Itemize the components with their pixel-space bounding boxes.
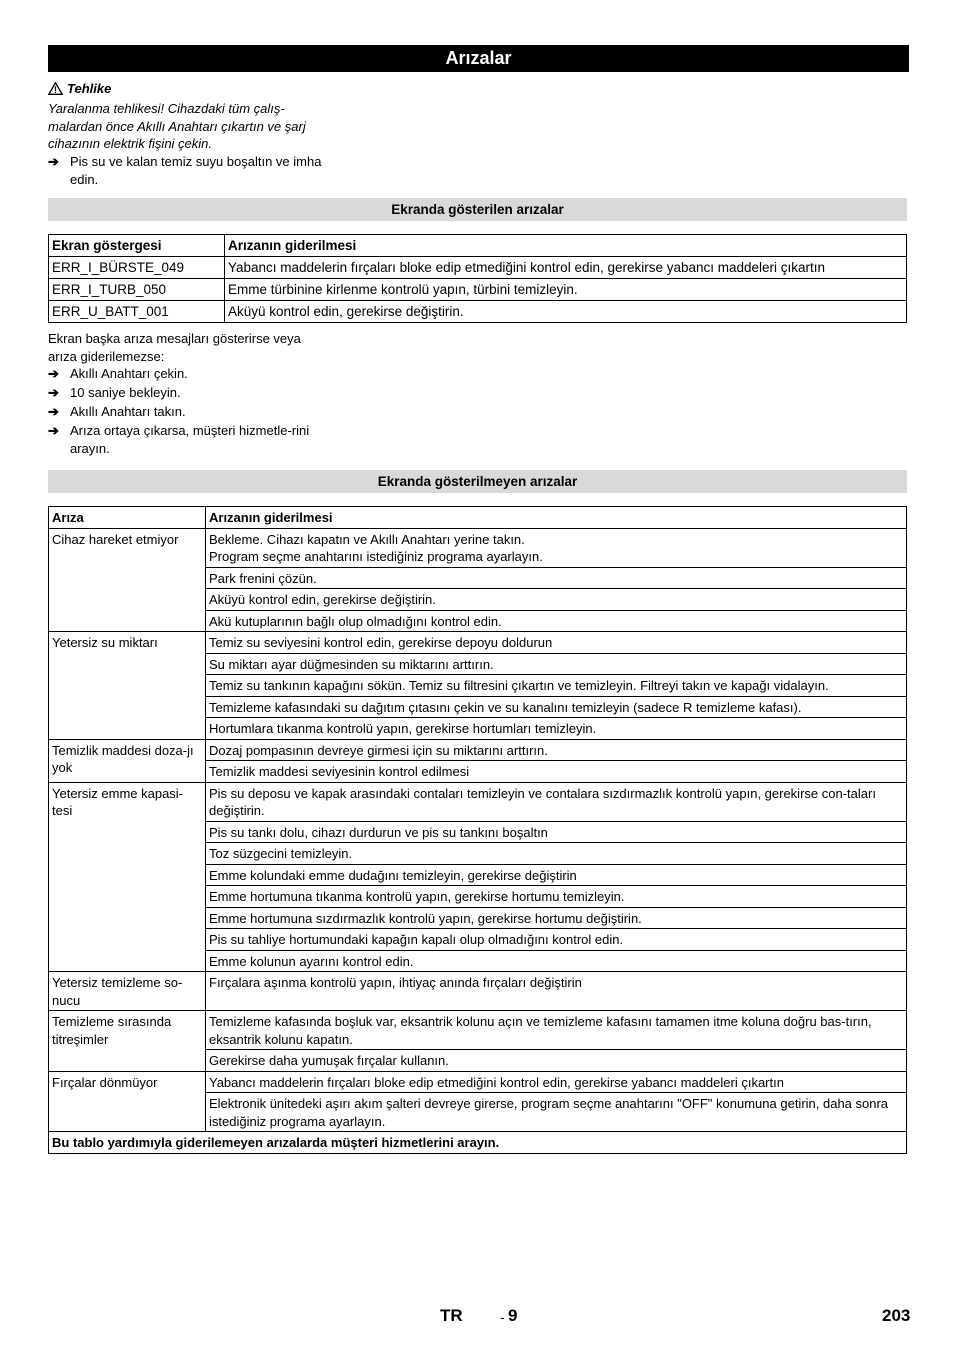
remedy-cell: Akü kutuplarının bağlı olup olmadığını kontrol edin.: [206, 610, 907, 632]
column-header: Arızanın giderilmesi: [206, 507, 907, 529]
column-header: Ekran göstergesi: [49, 235, 225, 257]
remedy-cell: Pis su deposu ve kapak arasındaki contaları temizleyin ve contalara sızdırmazlık kontrolü yapın, gerekirse con-taları değiştirin.: [206, 782, 907, 821]
footer-separator: -: [500, 1309, 505, 1325]
table-row: [49, 279, 907, 301]
section-heading-displayed-faults: Ekranda gösterilen arızalar: [48, 198, 907, 221]
remedy-cell: Aküyü kontrol edin, gerekirse değiştirin.: [206, 589, 907, 611]
remedy-cell: Temizleme kafasında boşluk var, eksantrik kolunu açın ve temizleme kafasını tamamen itme koluna doğru bas-tırın, eksantrik kolunu kapatın.: [206, 1011, 907, 1050]
remedy-cell: Emme hortumuna sızdırmazlık kontrolü yapın, gerekirse hortumu değiştirin.: [206, 907, 907, 929]
step-item: [48, 365, 333, 383]
table-footer-note: Bu tablo yardımıyla giderilemeyen arızalarda müşteri hizmetlerini arayın.: [49, 1132, 907, 1154]
remedy-cell: Temiz su seviyesini kontrol edin, gerekirse depoyu doldurun: [206, 632, 907, 654]
step-text: Arıza ortaya çıkarsa, müşteri hizmetle-rini arayın.: [70, 423, 310, 456]
page-title: Arızalar: [48, 45, 909, 72]
remedy-cell: Temizleme kafasındaki su dağıtım çıtasını çekin ve su kanalını temizleyin (sadece R temizleme kafası).: [206, 696, 907, 718]
error-code: ERR_U_BATT_001: [49, 301, 225, 323]
error-code: ERR_I_TURB_050: [49, 279, 225, 301]
footer-local-page: 9: [508, 1306, 518, 1325]
remedy-cell: Pis su tahliye hortumundaki kapağın kapalı olup olmadığını kontrol edin.: [206, 929, 907, 951]
step-text: Pis su ve kalan temiz suyu boşaltın ve imha edin.: [70, 154, 322, 187]
remedy-cell: Emme kolunun ayarını kontrol edin.: [206, 950, 907, 972]
arrow-right-icon: ➔: [48, 423, 59, 438]
table-row: [49, 528, 907, 567]
section-heading-undisplayed-faults: Ekranda gösterilmeyen arızalar: [48, 470, 907, 493]
table-row: [49, 1011, 907, 1050]
remedy-cell: Dozaj pompasının devreye girmesi için su miktarını arttırın.: [206, 739, 907, 761]
table-header-row: [49, 507, 907, 529]
fault-cell: Temizleme sırasında titreşimler: [49, 1011, 206, 1072]
remedy-cell: Temizlik maddesi seviyesinin kontrol edilmesi: [206, 761, 907, 783]
remedy-cell: Toz süzgecini temizleyin.: [206, 843, 907, 865]
remedy-cell: Gerekirse daha yumuşak fırçalar kullanın.: [206, 1050, 907, 1072]
warning-heading: [48, 80, 111, 97]
arrow-right-icon: ➔: [48, 385, 59, 400]
remedy-cell: Fırçalara aşınma kontrolü yapın, ihtiyaç anında fırçaları değiştirin: [206, 972, 907, 1011]
warning-title: Tehlike: [67, 81, 112, 96]
table-row: [49, 782, 907, 821]
remedy-cell: Su miktarı ayar düğmesinden su miktarını arttırın.: [206, 653, 907, 675]
arrow-right-icon: ➔: [48, 154, 59, 169]
fault-cell: Yetersiz emme kapasi-tesi: [49, 782, 206, 972]
error-code: ERR_I_BÜRSTE_049: [49, 257, 225, 279]
table-row: [49, 301, 907, 323]
step-text: Akıllı Anahtarı çekin.: [70, 366, 188, 381]
remedy-cell: Pis su tankı dolu, cihazı durdurun ve pis su tankını boşaltın: [206, 821, 907, 843]
table-row: [49, 972, 907, 1011]
table-header-row: [49, 235, 907, 257]
table-row: [49, 1071, 907, 1093]
fault-cell: Yetersiz su miktarı: [49, 632, 206, 740]
displayed-faults-table: [48, 234, 907, 323]
warning-triangle-icon: [48, 82, 63, 95]
arrow-right-icon: ➔: [48, 404, 59, 419]
table-row: [49, 739, 907, 761]
footer-language: TR: [440, 1306, 463, 1325]
intermediate-text: Ekran başka arıza mesajları gösterirse veya arıza giderilemezse:: [48, 331, 301, 364]
step-text: Akıllı Anahtarı takın.: [70, 404, 186, 419]
column-header: Arıza: [49, 507, 206, 529]
remedy-cell: Hortumlara tıkanma kontrolü yapın, gerekirse hortumları temizleyin.: [206, 718, 907, 740]
error-remedy: Aküyü kontrol edin, gerekirse değiştirin.: [225, 301, 907, 323]
arrow-right-icon: ➔: [48, 366, 59, 381]
step-text: 10 saniye bekleyin.: [70, 385, 181, 400]
fault-cell: Cihaz hareket etmiyor: [49, 528, 206, 632]
remedy-cell: Emme kolundaki emme dudağını temizleyin, gerekirse değiştirin: [206, 864, 907, 886]
fault-cell: Yetersiz temizleme so-nucu: [49, 972, 206, 1011]
step-item: [48, 403, 333, 421]
remedy-cell: Park frenini çözün.: [206, 567, 907, 589]
page-number: 203: [882, 1306, 911, 1325]
error-remedy: Yabancı maddelerin fırçaları bloke edip etmediğini kontrol edin, gerekirse yabancı maddeleri çıkartın: [225, 257, 907, 279]
table-row: [49, 257, 907, 279]
error-remedy: Emme türbinine kirlenme kontrolü yapın, türbini temizleyin.: [225, 279, 907, 301]
column-header: Arızanın giderilmesi: [225, 235, 907, 257]
remedy-cell: Yabancı maddelerin fırçaları bloke edip etmediğini kontrol edin, gerekirse yabancı maddeleri çıkartın: [206, 1071, 907, 1093]
remedy-cell: Temiz su tankının kapağını sökün. Temiz su filtresini çıkartın ve temizleyin. Filtreyi takın ve kapağı vidalayın.: [206, 675, 907, 697]
fault-cell: Fırçalar dönmüyor: [49, 1071, 206, 1132]
warning-text: Yaralanma tehlikesi! Cihazdaki tüm çalış-malardan önce Akıllı Anahtarı çıkartın ve şarj cihazının elektrik fişini çekin.: [48, 101, 306, 151]
warning-step: [48, 153, 333, 189]
remedy-cell: Emme hortumuna tıkanma kontrolü yapın, gerekirse hortumu temizleyin.: [206, 886, 907, 908]
remedy-cell: Bekleme. Cihazı kapatın ve Akıllı Anahtarı yerine takın. Program seçme anahtarını istediğiniz programa ayarlayın.: [206, 528, 907, 567]
step-item: [48, 384, 333, 402]
undisplayed-faults-table: [48, 506, 907, 1154]
remedy-cell: Elektronik ünitedeki aşırı akım şalteri devreye girerse, program seçme anahtarını "OFF" konumuna getirin, daha sonra istediğiniz programa ayarlayın.: [206, 1093, 907, 1132]
table-row: [49, 632, 907, 654]
fault-cell: Temizlik maddesi doza-jı yok: [49, 739, 206, 782]
step-item: [48, 422, 333, 458]
table-footer-row: [49, 1132, 907, 1154]
